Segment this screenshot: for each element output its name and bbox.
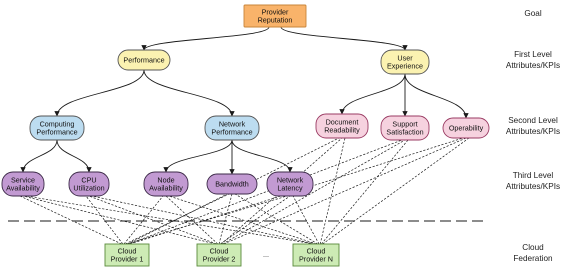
level-label-line: Federation bbox=[513, 254, 553, 263]
node-provider-reputation-label: Provider bbox=[261, 7, 289, 17]
provider-link bbox=[220, 196, 290, 244]
providers-ellipsis: ... bbox=[263, 250, 269, 259]
node-service-avail-label: Service bbox=[11, 175, 35, 185]
node-provider-pn bbox=[293, 244, 339, 266]
hierarchy-edge bbox=[405, 74, 466, 118]
hierarchy-edge bbox=[281, 27, 405, 50]
provider-link bbox=[92, 196, 315, 244]
hierarchy-edge bbox=[57, 140, 89, 172]
hierarchy-edge bbox=[23, 140, 57, 172]
node-support-label: Support bbox=[392, 119, 418, 129]
node-computing bbox=[30, 116, 84, 140]
node-network-perf-label: Network bbox=[218, 119, 246, 129]
node-provider-p2-label: Cloud bbox=[209, 246, 229, 256]
node-ux-label: User bbox=[397, 53, 413, 63]
node-service-avail bbox=[2, 172, 44, 196]
node-operability bbox=[443, 118, 489, 138]
node-provider-p1-label: Provider 1 bbox=[110, 254, 144, 264]
provider-link bbox=[320, 138, 345, 244]
node-ux bbox=[381, 50, 429, 74]
node-provider-reputation bbox=[244, 5, 306, 27]
node-cpu-util-label: CPU bbox=[81, 175, 97, 185]
node-bandwidth bbox=[207, 174, 257, 194]
provider-link bbox=[86, 196, 123, 244]
node-network-perf-label: Performance bbox=[211, 127, 253, 137]
level-label-goal bbox=[524, 9, 541, 18]
node-node-avail bbox=[144, 172, 188, 196]
node-support bbox=[381, 116, 429, 140]
node-bandwidth-label: Bandwidth bbox=[215, 179, 249, 189]
edges-layer bbox=[23, 27, 466, 174]
node-service-avail-label: Availability bbox=[6, 183, 40, 193]
node-provider-p2-label: Provider 2 bbox=[202, 254, 236, 264]
node-computing-label: Performance bbox=[36, 127, 78, 137]
provider-link bbox=[124, 196, 163, 244]
hierarchy-edge bbox=[342, 74, 405, 114]
level-label-line: Goal bbox=[524, 9, 542, 18]
node-provider-pn-label: Provider N bbox=[299, 254, 333, 264]
provider-link bbox=[26, 196, 314, 244]
provider-link bbox=[125, 194, 229, 244]
level-label-line: Second Level bbox=[508, 116, 558, 125]
node-computing-label: Computing bbox=[39, 119, 75, 129]
node-network-perf bbox=[205, 116, 259, 140]
node-node-avail-label: Node bbox=[157, 175, 175, 185]
level-label-line: Third Level bbox=[512, 171, 554, 180]
hierarchy-edge bbox=[166, 140, 232, 172]
node-net-latency-label: Network bbox=[276, 175, 304, 185]
level-labels bbox=[506, 9, 560, 263]
provider-link bbox=[293, 196, 319, 244]
level-label-line: Cloud bbox=[522, 243, 544, 252]
provider-link bbox=[323, 138, 469, 244]
hierarchy-edge bbox=[144, 70, 232, 116]
level-label-second bbox=[506, 116, 560, 136]
node-net-latency-label: Latency bbox=[277, 183, 303, 193]
node-performance-label: Performance bbox=[123, 55, 165, 65]
node-provider-p2 bbox=[197, 244, 241, 266]
node-provider-p1 bbox=[105, 244, 149, 266]
node-provider-pn-label: Cloud bbox=[306, 246, 326, 256]
node-cpu-util-label: Utilization bbox=[73, 183, 105, 193]
node-cpu-util bbox=[69, 172, 109, 196]
node-doc-read-label: Document bbox=[325, 117, 359, 127]
node-doc-read-label: Readability bbox=[324, 125, 360, 135]
hierarchy-edge bbox=[144, 27, 269, 50]
level-label-federation bbox=[513, 243, 553, 263]
provider-link bbox=[20, 196, 122, 244]
level-label-line: Attributes/KPIs bbox=[505, 127, 561, 136]
node-provider-p1-label: Cloud bbox=[117, 246, 137, 256]
node-support-label: Satisfaction bbox=[386, 127, 424, 137]
provider-link bbox=[23, 196, 215, 244]
node-node-avail-label: Availability bbox=[149, 183, 183, 193]
provider-link bbox=[126, 196, 287, 244]
level-label-line: Attributes/KPIs bbox=[505, 182, 561, 191]
node-doc-read bbox=[316, 114, 368, 138]
hierarchy-edge bbox=[57, 70, 144, 116]
node-ux-label: Experience bbox=[387, 61, 423, 71]
level-label-third bbox=[506, 171, 560, 191]
node-provider-reputation-label: Reputation bbox=[257, 15, 293, 25]
level-label-line: Attributes/KPIs bbox=[505, 61, 561, 70]
level-label-line: First Level bbox=[514, 50, 552, 59]
node-operability-label: Operability bbox=[448, 123, 484, 133]
level-label-first bbox=[506, 50, 560, 70]
node-performance bbox=[118, 50, 170, 70]
node-net-latency bbox=[267, 172, 313, 196]
